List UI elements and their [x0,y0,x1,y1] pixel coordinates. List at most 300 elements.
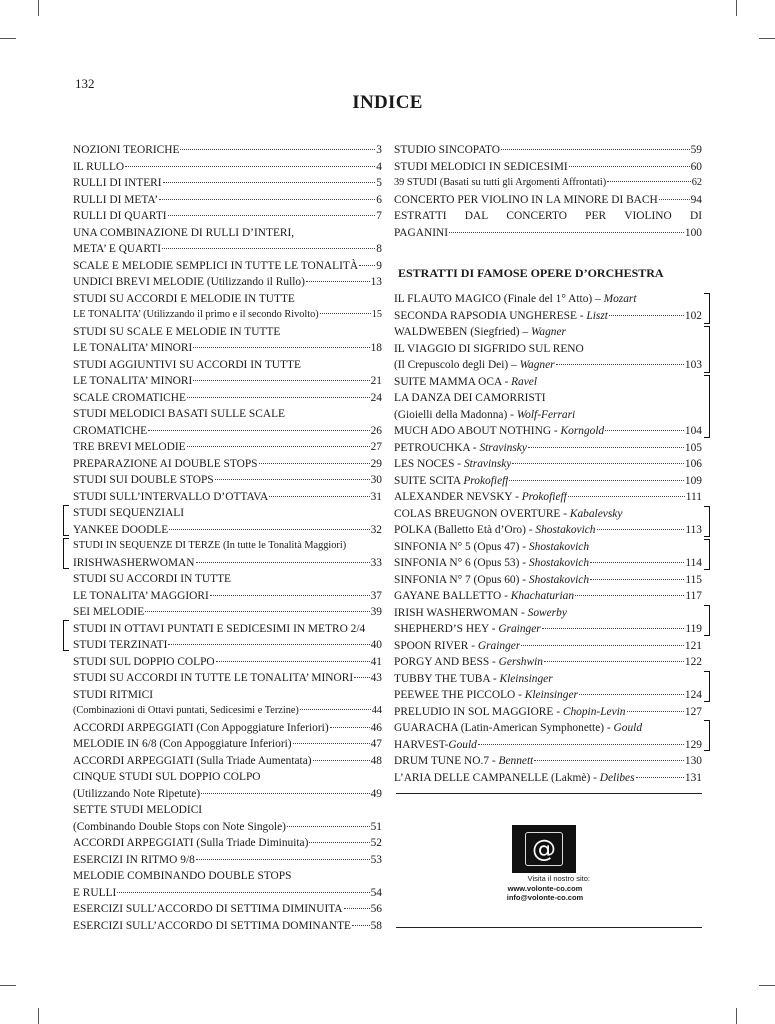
index-entry [73,241,382,258]
crop-mark [736,0,737,16]
index-entry [394,621,702,638]
dot-leader [187,446,370,447]
index-entry [394,704,702,721]
dot-leader [354,677,369,678]
website-email[interactable]: info@volonte-co.com [506,893,584,902]
entry-composer: Liszt [586,309,608,322]
index-entry [394,308,702,325]
dot-leader [627,711,684,712]
entry-page-number: 24 [370,391,382,404]
entry-page-number: 117 [685,590,702,602]
entry-page-number: 18 [370,342,382,354]
left-bracket [63,620,69,651]
website-url[interactable]: www.volonte-co.com [507,883,583,893]
entry-page-number: 41 [370,655,382,668]
entry-page-number: 15 [371,309,382,320]
entry-title: CONCERTO PER VIOLINO IN LA MINORE DI BACH [394,193,658,206]
index-entry [73,373,382,390]
entry-composer: Khachaturian [510,590,575,602]
entry-composer: Gould [448,738,477,751]
index-entry [73,538,382,555]
entry-page-number: 43 [370,672,382,684]
crop-mark [38,0,39,16]
dot-leader [306,281,370,282]
entry-title: ACCORDI ARPEGGIATI (Sulla Triade Aumentata) [73,754,312,767]
entry-page-number: 31 [370,490,382,503]
entry-page-number: 130 [684,755,702,767]
entry-title: ESERCIZI SULL’ACCORDO DI SETTIMA DIMINUITA [73,903,343,915]
index-entry [394,489,702,506]
entry-page-number: 129 [684,738,702,751]
entry-title: ESTRATTI DAL CONCERTO PER VIOLINO DI [394,210,702,222]
entry-page-number: 94 [690,193,702,206]
index-entry [394,159,702,176]
entry-title: TUBBY THE TUBA - Kleinsinger [394,672,553,685]
entry-title: L’ARIA DELLE CAMPANELLE (Lakmè) - Delibes [394,771,635,784]
dot-leader [575,595,684,596]
entry-page-number: 44 [371,705,382,716]
entry-page-number: 9 [376,259,382,272]
crop-mark [759,38,775,39]
dot-leader [180,149,375,150]
index-entry [73,208,382,225]
entry-composer: Shostakovich [528,557,590,569]
index-entry [73,225,382,242]
index-entry [73,274,382,291]
entry-title: LES NOCES - Stravinsky [394,458,512,470]
entry-title: LA DANZA DEI CAMORRISTI [394,392,546,404]
index-entry [394,407,702,424]
entry-composer: Shostakovich [528,540,590,553]
entry-title: STUDI AGGIUNTIVI SU ACCORDI IN TUTTE [73,358,301,371]
entry-page-number: 51 [370,820,382,833]
dot-leader [210,595,370,596]
entry-title: SECONDA RAPSODIA UNGHERESE - Liszt [394,309,608,322]
dot-leader [659,199,690,200]
entry-page-number: 127 [684,705,702,718]
index-entry [394,770,702,787]
entry-page-number: 21 [370,375,382,387]
left-bracket [63,505,69,536]
at-sign-logo [512,825,576,873]
entry-title: COLAS BREUGNON OVERTURE - Kabalevsky [394,507,623,520]
entry-title: PEEWEE THE PICCOLO - Kleinsinger [394,689,578,701]
dot-leader [605,430,684,431]
index-entry [73,505,382,522]
dot-leader [501,149,690,150]
index-entry [73,918,382,935]
entry-page-number: 52 [370,837,382,849]
entry-page-number: 4 [376,160,382,173]
index-entry [394,374,702,391]
entry-page-number: 56 [370,903,382,915]
index-entry [73,703,382,720]
dot-leader [579,694,684,695]
entry-title: (Combinando Double Stops con Note Singole) [73,820,286,833]
entry-composer: Wolf-Ferrari [516,408,576,421]
entry-title: MELODIE IN 6/8 (Con Appoggiature Inferiori) [73,738,292,750]
index-entry [73,654,382,671]
entry-composer: Prokofieff [521,491,567,503]
index-entry [394,522,702,539]
entry-composer: Gould [613,722,643,734]
index-entry [394,638,702,655]
entry-title: STUDI SUI DOUBLE STOPS [73,474,214,486]
index-entry [73,142,382,159]
entry-page-number: 26 [370,424,382,437]
entry-title: UNA COMBINAZIONE DI RULLI D’INTERI, [73,226,295,239]
entry-title: HARVEST-Gould [394,738,477,751]
entry-composer: Wagner [519,359,555,371]
entry-page-number: 58 [370,919,382,932]
entry-composer: Chopin-Levin [562,705,626,718]
page-title: INDICE [352,92,423,113]
entry-title: TRE BREVI MELODIE [73,441,186,453]
index-entry [394,687,702,704]
entry-title: E RULLI [73,886,117,899]
right-bracket [704,375,710,438]
entry-title: STUDI RITMICI [73,688,154,701]
entry-title: (Gioielli della Madonna) - Wolf-Ferrari [394,408,576,421]
dot-leader [534,760,684,761]
entry-page-number: 104 [684,425,702,437]
entry-title: STUDI MELODICI IN SEDICESIMI [394,160,568,173]
entry-title: IL FLAUTO MAGICO (Finale del 1° Atto) – Mozart [394,293,637,305]
dot-leader [269,496,369,497]
dot-leader [528,447,684,448]
index-entry [73,159,382,176]
right-bracket [704,671,710,702]
index-entry [73,423,382,440]
dot-leader [569,166,690,167]
index-entry [394,753,702,770]
entry-page-number: 122 [684,656,702,668]
page-number: 132 [75,76,95,91]
index-entry [73,307,382,324]
entry-title: STUDI SU ACCORDI IN TUTTE LE TONALITA’ MINORI [73,672,354,684]
divider-line [396,793,702,794]
entry-page-number: 48 [370,754,382,767]
entry-title: (Combinazioni di Ottavi puntati, Sedicesimi e Terzine) [73,705,299,716]
index-entry [73,670,382,687]
entry-page-number: 106 [684,458,702,470]
entry-composer: Kleinsinger [499,672,553,685]
index-entry [73,472,382,489]
entry-composer: Stravinsky [479,441,527,454]
index-entry [73,456,382,473]
index-entry [394,555,702,572]
entry-title: PORGY AND BESS - Gershwin [394,656,543,668]
entry-page-number: 39 [370,606,382,618]
index-entry [73,868,382,885]
entry-composer: Ravel [511,375,538,388]
entry-title: POLKA (Balletto Età d’Oro) - Shostakovich [394,524,596,536]
entry-title: SCALE CROMATICHE [73,391,186,404]
entry-composer: Gershwin [498,656,543,668]
spacer [394,241,702,257]
dot-leader [187,397,370,398]
right-bracket [704,506,710,537]
entry-title: IL RULLO [73,160,125,173]
entry-page-number: 40 [370,639,382,651]
entry-title: NOZIONI TEORICHE [73,144,180,156]
index-entry [73,588,382,605]
entry-title: META’ E QUARTI [73,243,162,255]
entry-title: STUDIO SINCOPATO [394,144,501,156]
entry-composer: Shostakovich [528,573,590,586]
entry-page-number: 60 [690,160,702,173]
dot-leader [148,430,370,431]
entry-page-number: 114 [685,557,702,569]
index-entry [394,539,702,556]
index-entry [73,769,382,786]
dot-leader [344,908,370,909]
website-label: Visita il nostro sito: [527,874,590,883]
entry-composer: Prokofieff [463,474,509,487]
entry-page-number: 124 [684,689,702,701]
entry-title: ESERCIZI SULL’ACCORDO DI SETTIMA DOMINANTE [73,919,352,932]
entry-title: LE TONALITA’ (Utilizzando il primo e il secondo Rivolto) [73,309,319,320]
right-bracket [704,539,710,570]
crop-mark [38,1008,39,1024]
index-entry [394,192,702,209]
entry-title: WALDWEBEN (Siegfried) – Wagner [394,326,566,338]
entry-page-number: 59 [690,144,702,156]
index-entry [73,340,382,357]
index-entry [394,390,702,407]
entry-title: STUDI SUL DOPPIO COLPO [73,655,215,668]
entry-page-number: 100 [684,226,702,239]
entry-page-number: 27 [370,441,382,453]
dot-leader [193,347,369,348]
entry-composer: Korngold [560,425,605,437]
entry-title: RULLI DI META’ [73,193,159,206]
entry-title: SCALE E MELODIE SEMPLICI IN TUTTE LE TONALITÀ [73,259,359,272]
entry-page-number: 109 [684,474,702,487]
index-entry [73,753,382,770]
entry-composer: Mozart [603,293,637,305]
index-entry [73,324,382,341]
index-entry [394,291,702,308]
entry-composer: Delibes [599,771,635,784]
entry-title: IL VIAGGIO DI SIGFRIDO SUL RENO [394,342,584,355]
index-entry [73,604,382,621]
entry-title: STUDI IN SEQUENZE DI TERZE (In tutte le Tonalità Maggiori) [73,540,347,551]
entry-title: SEI MELODIE [73,606,145,618]
index-entry [394,357,702,374]
crop-mark [0,985,16,986]
dot-leader [196,562,370,563]
dot-leader [309,842,369,843]
entry-title: (Utilizzando Note Ripetute) [73,787,201,800]
index-entry [394,440,702,457]
entry-title: IRISHWASHERWOMAN [73,556,195,569]
entry-title: MELODIE COMBINANDO DOUBLE STOPS [73,870,292,882]
entry-page-number: 30 [370,474,382,486]
dot-leader [542,628,685,629]
entry-title: SUITE MAMMA OCA - Ravel [394,375,538,388]
index-entry [73,786,382,803]
entry-page-number: 33 [370,556,382,569]
entry-title: PREPARAZIONE AI DOUBLE STOPS [73,457,258,470]
dot-leader [359,265,375,266]
entry-title: STUDI SULL’INTERVALLO D’OTTAVA [73,490,269,503]
right-bracket [704,720,710,751]
entry-page-number: 121 [684,639,702,652]
index-entry [394,456,702,473]
crop-mark [759,985,775,986]
dot-leader [125,166,375,167]
entry-title: SINFONIA N° 7 (Opus 60) - Shostakovich [394,573,590,586]
entry-composer: Grainger [477,639,521,652]
dot-leader [145,611,369,612]
entry-title: ALEXANDER NEVSKY - Prokofieff [394,491,567,503]
dot-leader [320,313,371,314]
dot-leader [352,925,370,926]
dot-leader [636,777,684,778]
index-entry [73,802,382,819]
entry-composer: Wagner [530,326,566,338]
divider-line [396,927,702,928]
dot-leader [259,463,370,464]
entry-title: ACCORDI ARPEGGIATI (Con Appoggiature Inferiori) [73,721,329,734]
index-entry [394,341,702,358]
index-entry [73,555,382,572]
dot-leader [216,661,370,662]
entry-title: CROMATICHE [73,424,148,437]
entry-page-number: 54 [370,886,382,899]
dot-leader [509,480,683,481]
dot-leader [449,232,684,233]
index-entry [394,175,702,192]
index-entry [394,506,702,523]
entry-title: RULLI DI QUARTI [73,210,167,222]
index-entry [73,637,382,654]
entry-title: GAYANE BALLETTO - Khachaturian [394,590,575,602]
index-left-column [73,142,382,934]
entry-composer: Shostakovich [535,524,596,536]
entry-title: SHEPHERD’S HEY - Grainger [394,623,541,635]
website-info [470,874,620,903]
entry-title: STUDI SU SCALE E MELODIE IN TUTTE [73,325,281,338]
entry-title: 39 STUDI (Basati su tutti gli Argomenti Affrontati) [394,177,607,188]
dot-leader [556,364,684,365]
entry-title: STUDI SEQUENZIALI [73,507,185,519]
entry-composer: Grainger [498,623,541,635]
dot-leader [159,199,375,200]
index-entry [73,720,382,737]
entry-title: IRISH WASHERWOMAN - Sowerby [394,606,567,619]
right-bracket [704,605,710,636]
index-right-top-list [394,142,702,241]
dot-leader [521,645,684,646]
entry-title: SETTE STUDI MELODICI [73,804,203,816]
index-entry [73,489,382,506]
dot-leader [293,743,370,744]
entry-title: PETROUCHKA - Stravinsky [394,441,527,454]
dot-leader [193,380,369,381]
dot-leader [313,760,370,761]
dot-leader [168,644,369,645]
entry-page-number: 103 [684,359,702,371]
index-entry [394,605,702,622]
left-bracket [63,538,69,569]
entry-page-number: 32 [370,523,382,536]
entry-title: LE TONALITA’ MINORI [73,342,193,354]
index-entry [394,225,702,242]
index-entry [73,885,382,902]
entry-title: STUDI MELODICI BASATI SULLE SCALE [73,408,285,420]
index-entry [73,835,382,852]
index-entry [394,208,702,225]
index-entry [73,901,382,918]
entry-title: RULLI DI INTERI [73,177,162,189]
right-bracket [704,293,710,324]
entry-page-number: 37 [370,589,382,602]
entry-title: GUARACHA (Latin-American Symphonette) - Gould [394,722,643,734]
entry-page-number: 119 [685,623,702,635]
crop-mark [0,38,16,39]
dot-leader [607,181,691,182]
entry-title: STUDI SU ACCORDI E MELODIE IN TUTTE [73,292,295,305]
entry-composer: Bennett [498,755,534,767]
index-entry [394,737,702,754]
dot-leader [590,562,684,563]
entry-page-number: 62 [691,177,702,188]
index-entry [394,324,702,341]
index-entry [73,736,382,753]
index-entry [73,522,382,539]
entry-title: ESERCIZI IN RITMO 9/8 [73,853,195,866]
dot-leader [169,529,369,530]
index-entry [394,473,702,490]
entry-page-number: 113 [685,524,702,536]
index-entry [73,687,382,704]
entry-title: PRELUDIO IN SOL MAGGIORE - Chopin-Levin [394,705,626,718]
entry-page-number: 8 [376,243,382,255]
entry-page-number: 105 [684,441,702,454]
entry-title: CINQUE STUDI SUL DOPPIO COLPO [73,771,261,783]
entry-title: SPOON RIVER - Grainger [394,639,521,652]
dot-leader [168,215,376,216]
entry-title: SINFONIA N° 5 (Opus 47) - Shostakovich [394,540,590,553]
index-entry [394,423,702,440]
entry-title: UNDICI BREVI MELODIE (Utilizzando il Rullo) [73,276,305,288]
index-entry [394,720,702,737]
entry-composer: Sowerby [527,606,567,619]
index-entry [73,406,382,423]
index-right-column [394,142,702,786]
index-entry [73,621,382,638]
entry-title: SUITE SCITA Prokofieff [394,474,509,487]
index-entry [73,175,382,192]
entry-composer: Kabalevsky [569,507,623,520]
section-heading-orchestra: ESTRATTI DI FAMOSE OPERE D’ORCHESTRA [398,266,664,280]
index-entry [73,192,382,209]
index-entry [394,572,702,589]
entry-page-number: 111 [685,491,702,503]
dot-leader [196,859,370,860]
entry-title: ACCORDI ARPEGGIATI (Sulla Triade Diminuita) [73,837,309,849]
entry-page-number: 49 [370,787,382,800]
dot-leader [162,248,375,249]
dot-leader [287,826,370,827]
entry-page-number: 115 [685,573,702,586]
entry-title: YANKEE DOODLE [73,523,169,536]
entry-title: MUCH ADO ABOUT NOTHING - Korngold [394,425,605,437]
index-entry [73,819,382,836]
index-entry [73,852,382,869]
